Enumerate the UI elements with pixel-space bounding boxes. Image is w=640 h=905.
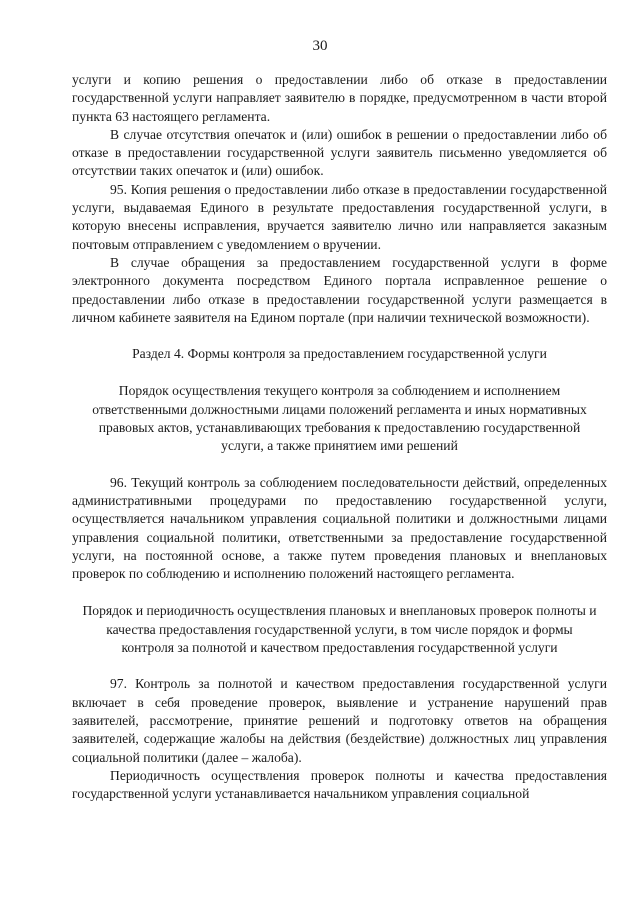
paragraph-95: 95. Копия решения о предоставлении либо отказе в предоставлении государственной услуги, выдаваемая Единого в результате предоставления государственной услуги, в которую внесены исправления, вручается заявителю лично или направляется заказным почтовым отправлением с уведомлением о вручении.	[72, 181, 607, 252]
paragraph-continuation: услуги и копию решения о предоставлении либо об отказе в предоставлении государственной услуги направляет заявителю в порядке, предусмотренном в части второй пункта 63 настоящего регламента.	[72, 72, 607, 124]
paragraph-no-errors: В случае отсутствия опечаток и (или) ошибок в решении о предоставлении либо об отказе в предоставлении государственной услуги заявитель письменно уведомляется об отсутствии таких опечаток и (или) ошибок.	[72, 126, 607, 179]
subheading-current-control: Порядок осуществления текущего контроля за соблюдением и исполнением ответственными должностными лицами положений регламента и иных нормативных правовых актов, устанавливающих требования к предоставлению государственной услуги, а также принятием ими решений	[92, 383, 587, 454]
document-body	[72, 71, 607, 803]
section-4-title: Раздел 4. Формы контроля за предоставлением государственной услуги	[132, 346, 547, 362]
page-number: 30	[312, 38, 328, 54]
paragraph-periodicity: Периодичность осуществления проверок полноты и качества предоставления государственной услуги устанавливается начальником управления социальной	[72, 767, 607, 802]
paragraph-electronic: В случае обращения за предоставлением государственной услуги в форме электронного документа посредством Единого портала исправленное решение о предоставлении либо отказе в предоставлении государственной услуги размещается в личном кабинете заявителя на Едином портале (при наличии технической возможности).	[72, 254, 607, 325]
paragraph-97: 97. Контроль за полнотой и качеством предоставления государственной услуги включает в себя проведение проверок, выявление и устранение нарушений прав заявителей, рассмотрение, принятие решений и подготовку ответов на обращения заявителей, содержащие жалобы на действия (бездействие) должностных лиц управления социальной политики (далее – жалоба).	[72, 676, 607, 765]
paragraph-96: 96. Текущий контроль за соблюдением последовательности действий, определенных административными процедурами по предоставлению государственной услуги, осуществляется начальником управления социальной политики и должностными лицами управления социальной политики, ответственными за предоставление государственной услуги, на постоянной основе, а также путем проведения плановых и внеплановых проверок по соблюдению и исполнению положений настоящего регламента.	[72, 474, 607, 582]
subheading-inspections: Порядок и периодичность осуществления плановых и внеплановых проверок полноты и качества предоставления государственной услуги, в том числе порядок и формы контроля за полнотой и качеством предоставления государственной услуги	[82, 603, 597, 656]
